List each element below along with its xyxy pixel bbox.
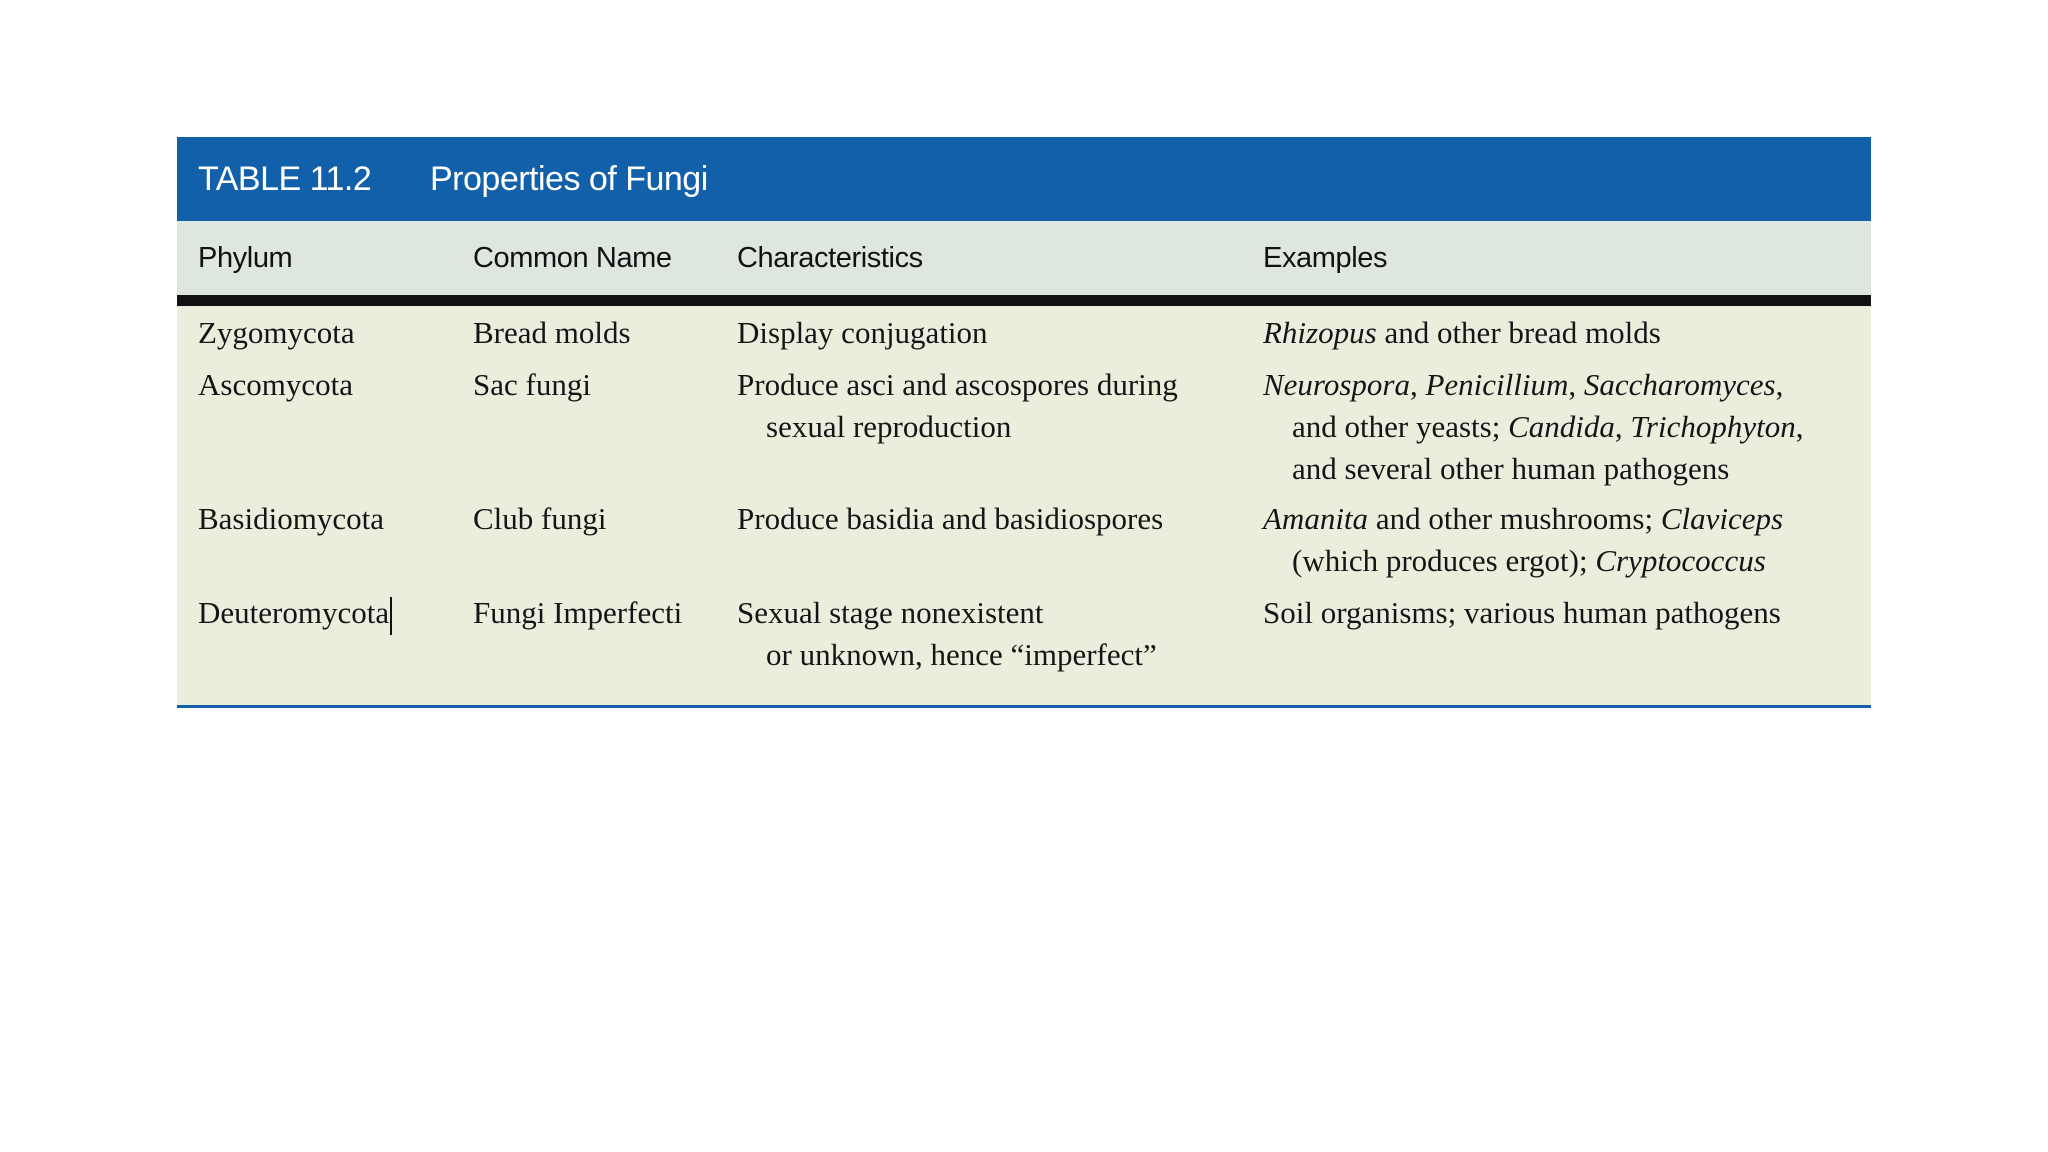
examples-text: ,	[1614, 409, 1631, 444]
examples-text: and other bread molds	[1376, 315, 1661, 350]
text-cursor	[390, 597, 392, 635]
examples-text: ,	[1568, 367, 1584, 402]
examples-line	[1263, 540, 1871, 582]
genus-name: Amanita	[1263, 501, 1369, 536]
cell-examples	[1261, 592, 1871, 688]
cell-common-name: Club fungi	[473, 501, 607, 536]
cell-common-name: Bread molds	[473, 315, 631, 350]
genus-name: Claviceps	[1660, 501, 1784, 536]
table-row	[177, 312, 1871, 364]
characteristics-line: Display conjugation	[737, 315, 988, 350]
examples-line	[1263, 364, 1871, 406]
genus-name: Trichophyton	[1630, 409, 1796, 444]
examples-text: ,	[1409, 367, 1426, 402]
table-header-row	[177, 221, 1871, 295]
characteristics-line: Sexual stage nonexistent	[737, 595, 1044, 630]
table-row	[177, 592, 1871, 688]
column-header-examples: Examples	[1263, 241, 1388, 274]
table-title-bar	[177, 137, 1871, 221]
genus-name: Rhizopus	[1263, 315, 1377, 350]
cell-phylum[interactable]	[177, 592, 453, 688]
table-title: Properties of Fungi	[430, 159, 708, 198]
cell-phylum: Basidiomycota	[198, 501, 384, 536]
characteristics-line: Produce basidia and basidiospores	[737, 501, 1164, 536]
examples-text: and other yeasts;	[1292, 409, 1509, 444]
cell-characteristics	[735, 498, 1261, 592]
examples-text: ,	[1775, 367, 1784, 402]
cell-phylum: Ascomycota	[198, 367, 353, 402]
cell-phylum: Zygomycota	[198, 315, 355, 350]
examples-line	[1263, 406, 1871, 448]
cell-characteristics	[735, 312, 1261, 364]
examples-text: Soil organisms; various human pathogens	[1263, 595, 1781, 630]
cell-characteristics	[735, 592, 1261, 688]
examples-line	[1263, 498, 1871, 540]
cell-common-name: Fungi Imperfecti	[473, 595, 683, 630]
header-divider-rule	[177, 295, 1871, 306]
column-header-common-name: Common Name	[473, 241, 672, 274]
table-row	[177, 498, 1871, 592]
genus-name: Penicillium	[1425, 367, 1569, 402]
cell-common-name: Sac fungi	[473, 367, 591, 402]
examples-text: ,	[1795, 409, 1804, 444]
characteristics-line: or unknown, hence “imperfect”	[766, 637, 1157, 672]
cell-examples	[1261, 364, 1871, 498]
examples-text: (which produces ergot);	[1292, 543, 1596, 578]
column-header-characteristics: Characteristics	[737, 241, 923, 274]
cell-examples	[1261, 498, 1871, 592]
examples-text: and other mushrooms;	[1368, 501, 1661, 536]
genus-name: Cryptococcus	[1595, 543, 1766, 578]
examples-line	[1263, 312, 1871, 354]
genus-name: Candida	[1508, 409, 1615, 444]
table-row	[177, 364, 1871, 498]
genus-name: Neurospora	[1263, 367, 1410, 402]
table-body	[177, 306, 1871, 708]
phylum-text: Deuteromycota	[198, 595, 390, 630]
examples-text: and several other human pathogens	[1292, 451, 1730, 486]
cell-characteristics	[735, 364, 1261, 498]
examples-line	[1263, 448, 1871, 490]
cell-examples	[1261, 312, 1871, 364]
table-label: TABLE 11.2	[198, 159, 372, 198]
genus-name: Saccharomyces	[1583, 367, 1776, 402]
characteristics-line: sexual reproduction	[766, 409, 1012, 444]
examples-line	[1263, 592, 1871, 634]
fungi-properties-table	[177, 137, 1871, 708]
column-header-phylum: Phylum	[198, 241, 293, 274]
characteristics-line: Produce asci and ascospores during	[737, 367, 1178, 402]
